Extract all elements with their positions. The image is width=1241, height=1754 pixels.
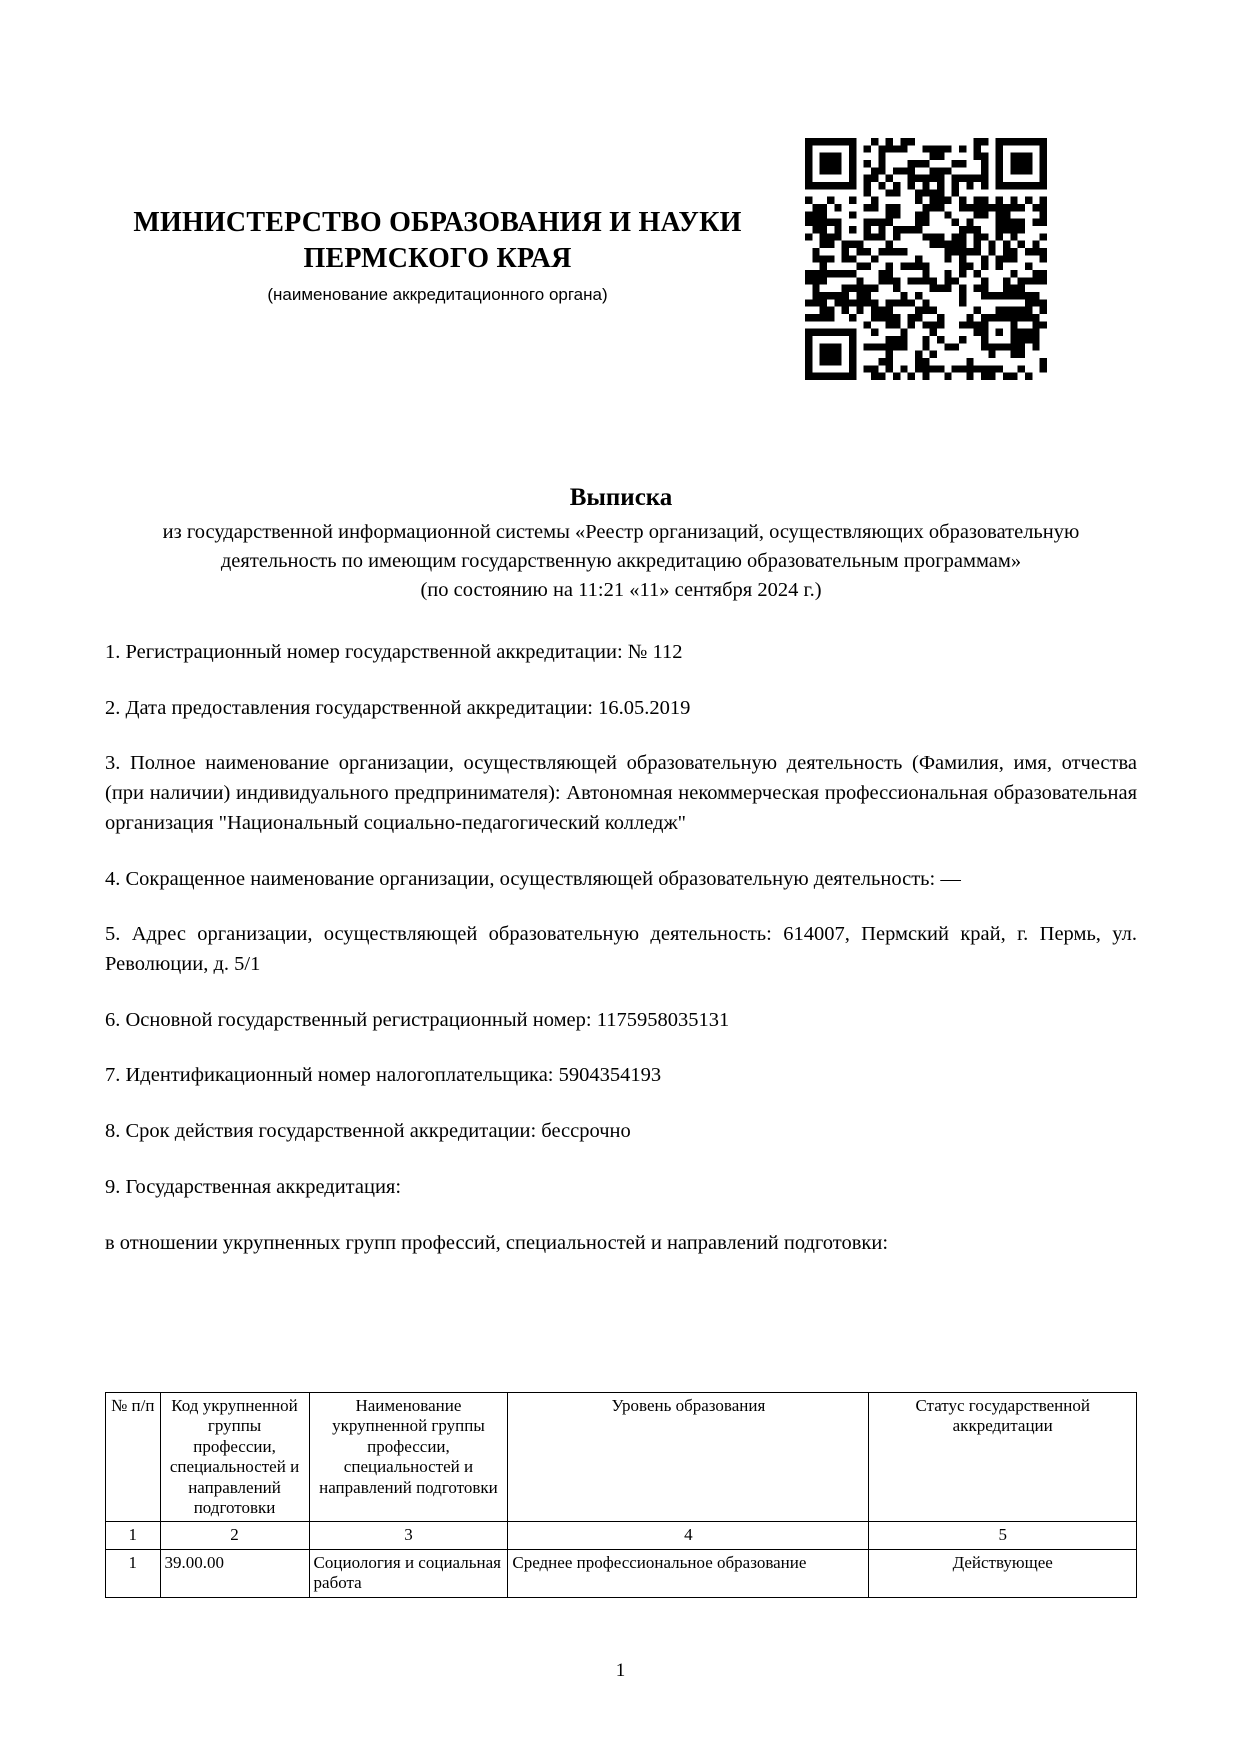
document-title-block — [105, 482, 1137, 606]
page-number: 1 — [615, 1660, 626, 1681]
colnum-2: 2 — [160, 1522, 309, 1549]
th-accreditation-status: Статус государственной аккредитации — [869, 1393, 1137, 1522]
org-subtitle: (наименование аккредитационного органа) — [267, 284, 608, 304]
colnum-3: 3 — [309, 1522, 508, 1549]
qr-code-icon[interactable] — [805, 138, 1047, 380]
item-5-organization-address: 5. Адрес организации, осуществляющей образовательную деятельность: 614007, Пермский край, г. Пермь, ул. Революции, д. 5/1 — [105, 923, 1137, 976]
item-4-short-organization-name: 4. Сокращенное наименование организации, осуществляющей образовательную деятельность: — — [105, 867, 961, 890]
table-column-number-row — [106, 1522, 1137, 1549]
cell-group-code: 39.00.00 — [160, 1549, 309, 1597]
item-6-ogrn: 6. Основной государственный регистрационный номер: 1175958035131 — [105, 1008, 730, 1031]
colnum-1: 1 — [106, 1522, 161, 1549]
colnum-4: 4 — [508, 1522, 869, 1549]
item-10-enlarged-groups-intro: в отношении укрупненных групп профессий, специальностей и направлений подготовки: — [105, 1231, 889, 1254]
document-subtitle-line-2: деятельность по имеющим государственную аккредитацию образовательным программам» — [220, 550, 1022, 573]
org-title-line-2: ПЕРМСКОГО КРАЯ — [303, 242, 572, 274]
table-header-row — [106, 1393, 1137, 1522]
item-8-validity-period: 8. Срок действия государственной аккредитации: бессрочно — [105, 1120, 631, 1143]
document-subtitle-line-3: (по состоянию на 11:21 «11» сентября 2024 г.) — [420, 579, 822, 602]
accreditation-table-wrap — [105, 1392, 1137, 1598]
colnum-5: 5 — [869, 1522, 1137, 1549]
th-row-number: № п/п — [106, 1393, 161, 1522]
org-title — [105, 205, 770, 277]
document-body — [105, 638, 1137, 1258]
document-subtitle-line-1: из государственной информационной системы «Реестр организаций, осуществляющих образовательную — [162, 521, 1080, 544]
cell-group-name: Социология и социальная работа — [309, 1549, 508, 1597]
th-group-name: Наименование укрупненной группы профессии, специальностей и направлений подготовки — [309, 1393, 508, 1522]
item-7-inn: 7. Идентификационный номер налогоплательщика: 5904354193 — [105, 1064, 662, 1087]
page-title: Выписка — [569, 484, 673, 511]
org-title-line-1: МИНИСТЕРСТВО ОБРАЗОВАНИЯ И НАУКИ — [133, 207, 742, 238]
document-subtitle — [105, 518, 1137, 605]
th-education-level: Уровень образования — [508, 1393, 869, 1522]
item-1-registration-number: 1. Регистрационный номер государственной аккредитации: № 112 — [105, 641, 683, 663]
accreditation-table — [105, 1392, 1137, 1598]
table-row — [106, 1549, 1137, 1597]
accreditation-table-head — [106, 1393, 1137, 1550]
accreditation-authority-header — [105, 205, 770, 305]
cell-status: Действующее — [869, 1549, 1137, 1597]
cell-education-level: Среднее профессиональное образование — [508, 1549, 869, 1597]
item-2-accreditation-date: 2. Дата предоставления государственной аккредитации: 16.05.2019 — [105, 696, 691, 719]
accreditation-table-body — [106, 1549, 1137, 1597]
item-9-state-accreditation: 9. Государственная аккредитация: — [105, 1175, 402, 1198]
th-group-code: Код укрупненной группы профессии, специальностей и направлений подготовки — [160, 1393, 309, 1522]
item-3-full-organization-name: 3. Полное наименование организации, осуществляющей образовательную деятельность (Фамилия, имя, отчества (при наличии) индивидуального предпринимателя): Автономная некоммерческая профессиональная образовательная организация "Национальный социально-педагогический колледж" — [105, 752, 1137, 834]
cell-row-number: 1 — [106, 1549, 161, 1597]
